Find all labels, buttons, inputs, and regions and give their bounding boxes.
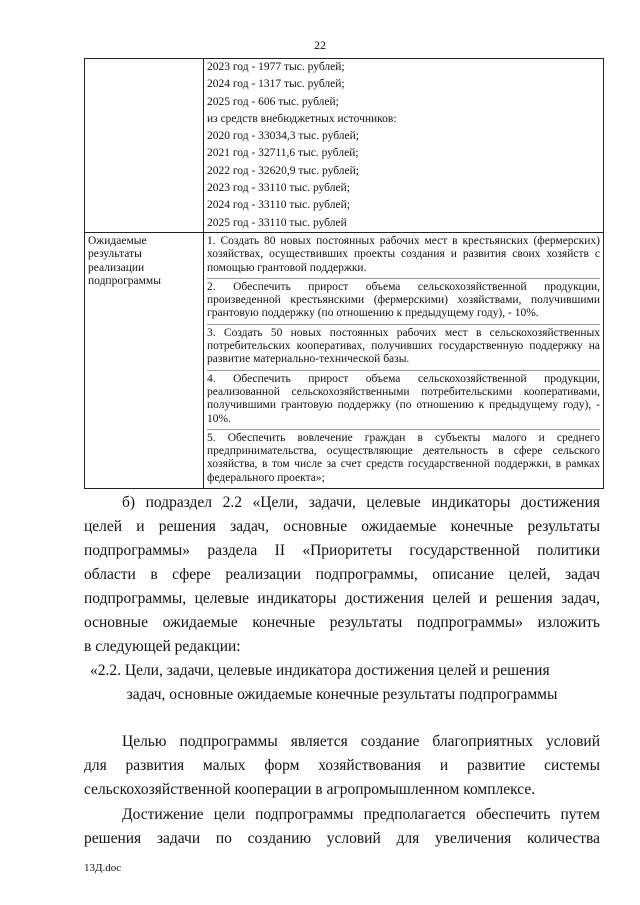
text-line: основные ожидаемые конечные результаты подпрограммы» изложить — [84, 614, 600, 631]
text-line: в следующей редакции: — [84, 638, 241, 655]
text-line: сельскохозяйственной кооперации в агропромышленном комплексе. — [84, 781, 536, 798]
result-item: 4. Обеспечить прирост объема сельскохозяйственной продукции, реализованной сельскохозяйственными потребительскими кооперативами, получившими грантовую поддержку (по отношению к предыдущему году), - 10%. — [207, 370, 600, 429]
text-line: для развития малых форм хозяйствования и развитие системы — [84, 757, 600, 774]
financing-line: 2024 год - 1317 тыс. рублей; — [207, 78, 345, 91]
result-item: 3. Создать 50 новых постоянных рабочих мест в сельскохозяйственных потребительских кооперативах, получивших государственную поддержку на развитие материально-технической базы. — [207, 324, 600, 370]
heading-line: «2.2. Цели, задачи, целевые индикатора достижения целей и решения — [90, 662, 550, 679]
page-number: 22 — [314, 38, 326, 52]
result-item: 2. Обеспечить прирост объема сельскохозяйственной продукции, произведенной крестьянскими (фермерскими) хозяйствами, получившими грантовую поддержку (по отношению к предыдущему году), - 10%. — [207, 278, 600, 324]
text-line: подпрограммы» раздела II «Приоритеты государственной политики — [84, 542, 600, 559]
financing-line: 2025 год - 33110 тыс. рублей — [207, 216, 347, 229]
financing-row — [85, 59, 604, 233]
text-line: Целью подпрограммы является создание благоприятных условий — [122, 733, 600, 750]
financing-line: из средств внебюджетных источников: — [207, 112, 397, 125]
text-line: целей и решения задач, основные ожидаемые конечные результаты — [84, 518, 600, 535]
heading-line: задач, основные ожидаемые конечные результаты подпрограммы — [126, 686, 558, 703]
results-label: Ожидаемые результаты реализации подпрограммы — [85, 232, 204, 488]
paragraph-achievement — [84, 803, 600, 851]
text-line: Достижение цели подпрограммы предполагается обеспечить путем — [122, 806, 600, 823]
subprogram-passport-table — [84, 58, 604, 489]
text-line: б) подраздел 2.2 «Цели, задачи, целевые индикаторы достижения — [122, 494, 600, 511]
text-line: области в сфере реализации подпрограммы, описание целей, задач — [84, 566, 600, 583]
text-line: подпрограммы, целевые индикаторы достижения целей и решения задач, — [84, 590, 600, 607]
financing-line: 2020 год - 33034,3 тыс. рублей; — [207, 130, 359, 143]
result-item: 1. Создать 80 новых постоянных рабочих мест в крестьянских (фермерских) хозяйствах, осуществивших проекты создания и развития своих хозяйств с помощью грантовой поддержки. — [207, 234, 600, 274]
financing-cell — [204, 59, 604, 233]
results-row — [85, 232, 604, 488]
financing-line: 2025 год - 606 тыс. рублей; — [207, 95, 339, 108]
financing-line: 2024 год - 33110 тыс. рублей; — [207, 199, 350, 212]
financing-line: 2023 год - 1977 тыс. рублей; — [207, 61, 345, 73]
text-line: решения задачи по созданию условий для увеличения количества — [84, 830, 600, 847]
result-item: 5. Обеспечить вовлечение граждан в субъекты малого и среднего предпринимательства, осуществляющие деятельность в сфере сельского хозяйства, в том числе за счет средств государственной поддержки, в рамках федерального проекта»; — [207, 429, 600, 488]
footer-filename: 13Д.doc — [84, 862, 122, 874]
paragraph-goal — [84, 730, 600, 802]
financing-line: 2021 год - 32711,6 тыс. рублей; — [207, 147, 359, 160]
financing-line: 2022 год - 32620,9 тыс. рублей; — [207, 164, 359, 177]
section-heading — [84, 659, 600, 707]
financing-label-cell — [85, 59, 204, 233]
paragraph-b — [84, 491, 600, 659]
financing-line: 2023 год - 33110 тыс. рублей; — [207, 182, 350, 195]
results-cell — [204, 232, 604, 488]
